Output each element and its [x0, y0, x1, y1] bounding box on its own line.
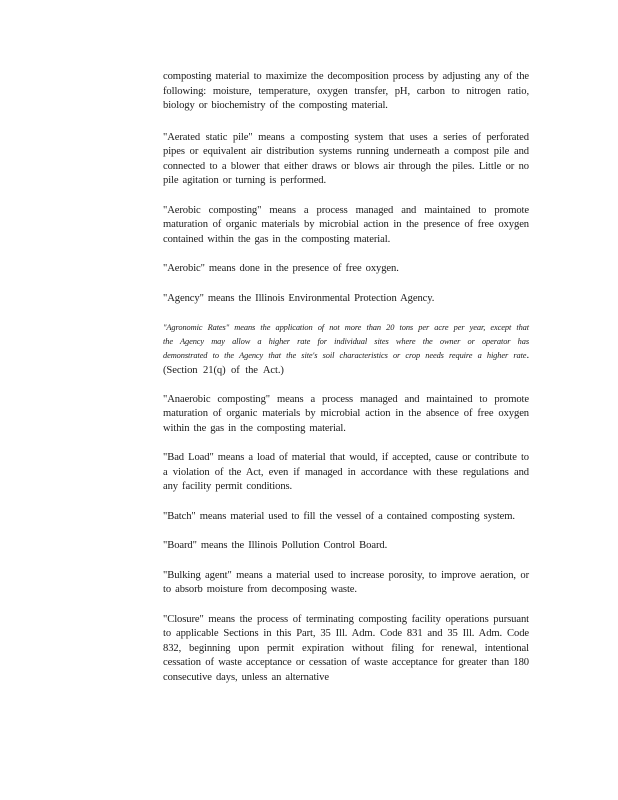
definition-agronomic-rates: [163, 321, 529, 378]
definition-board: "Board" means the Illinois Pollution Control Board.: [163, 540, 388, 552]
agronomic-rates-citation: . (Section 21(q) of the Act.): [163, 350, 529, 376]
definition-anaerobic-composting: "Anaerobic composting" means a process managed and maintained to promote maturation of organic materials by microbial action in the absence of free oxygen within the gas in the composting material.: [163, 393, 529, 434]
definition-aerobic-composting: "Aerobic composting" means a process managed and maintained to promote maturation of organic materials by microbial action in the presence of free oxygen contained within the gas in the composting material.: [163, 204, 529, 245]
agronomic-rates-text: "Agronomic Rates" means the application of not more than 20 tons per acre per year, except that the Agency may allow a higher rate for individual sites where the owner or operator has demonstrated to the Agency that the site's soil characteristics or crop needs require a higher rate: [163, 323, 529, 361]
definition-agency: "Agency" means the Illinois Environmental Protection Agency.: [163, 292, 435, 304]
paragraph-intro: composting material to maximize the decomposition process by adjusting any of the following: moisture, temperature, oxygen transfer, pH, carbon to nitrogen ratio, biology or biochemistry of the composting material.: [163, 71, 529, 111]
definition-aerated-static-pile: "Aerated static pile" means a composting system that uses a series of perforated pipes or equivalent air distribution systems running underneath a compost pile and connected to a blower that either draws or blows air through the piles. Little or no pile agitation or turning is performed.: [163, 131, 529, 186]
document-body: [163, 70, 529, 700]
definition-closure: "Closure" means the process of terminating composting facility operations pursuant to applicable Sections in this Part, 35 Ill. Adm. Code 831 and 35 Ill. Adm. Code 832, beginning upon permit expiration without filing for renewal, intentional cessation of waste acceptance or cessation of waste acceptance for greater than 180 consecutive days, unless an alternative: [163, 613, 529, 683]
definition-batch: "Batch" means material used to fill the vessel of a contained composting system.: [163, 510, 515, 522]
definition-bulking-agent: "Bulking agent" means a material used to increase porosity, to improve aeration, or to absorb moisture from decomposing waste.: [163, 569, 529, 596]
definition-aerobic: "Aerobic" means done in the presence of free oxygen.: [163, 263, 399, 274]
definition-bad-load: "Bad Load" means a load of material that would, if accepted, cause or contribute to a violation of the Act, even if managed in accordance with these regulations and any facility permit conditions.: [163, 452, 529, 493]
